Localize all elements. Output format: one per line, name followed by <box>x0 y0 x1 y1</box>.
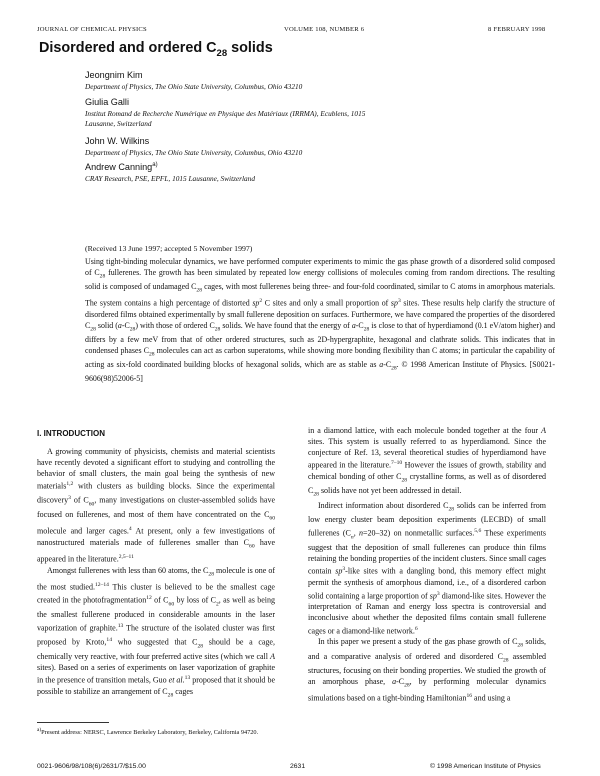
issue-date: 8 FEBRUARY 1998 <box>488 26 546 33</box>
author-name: Giulia Galli <box>85 97 129 107</box>
footer-copyright: © 1998 American Institute of Physics <box>430 763 541 770</box>
body-column-right: in a diamond lattice, with each molecule bonded together at the four A sites. This system is usually referred to as hyperdiamond. Since the conjecture of Ref. 13, several theoretical studies of hyperdiamond have appeared in the literature.$^{7-10}$ However the issues of growth, stability and chemical bonding of other $C_{28}$ crystalline forms, as well as of disordered $C_{28}$ solids have not yet been addressed in detail. Indirect information about disordered $C_{28}$ solids can be inferred from low energy cluster beam deposition experiments (LECBD) of small fullerenes ($C_n$, n=20–32) on nonmetallic surfaces.$^{5,6}$ These experiments suggest that the deposition of small fullerenes can produce thin films retaining the bonding properties of the incident clusters. Since small cages contain $sp^3$-like sites with a dangling bond, this memory effect might permit the synthesis of amorphous diamond, i.e., of a disordered carbon solid containing a large proportion of $sp^3$ diamond-like sites. However the interpretation of Raman and energy loss spectra is controversial and inconclusive about whether the deposited films contain small fullerene cages or a diamond-like network.$^6$ In this paper we present a study of the gas phase growth of $C_{28}$ solids, and a comparative analysis of ordered and disordered $C_{28}$ assembled structures, focusing on their bonding properties. We studied the growth of an amorphous phase, $a-C_{28}$, by performing molecular dynamics simulations based on a tight-binding Hamiltonian$^{16}$ and using a <box>308 426 547 703</box>
footer-doi: 0021-9606/98/108(6)/2631/7/$15.00 <box>37 763 146 770</box>
author-name: John W. Wilkins <box>85 136 150 146</box>
body-column-left: A growing community of physicists, chemists and material scientists have recently devoted a significant effort to studying and controlling the behavior of small clusters, the main goal being the synthesis of new materials$^{1,2}$ with clusters as building blocks. Since the experimental discovery$^3$ of $C_{60}$, many investigations on cluster-assembled solids have focused on fullerenes, and most of them have concentrated on the $C_{60}$ molecule and larger cages.$^4$ At present, only a few investigations of nanostructured materials made of fullerenes smaller than $C_{60}$ have appeared in the literature.$^{2,5-11}$ Amongst fullerenes with less than 60 atoms, the $C_{28}$ molecule is one of the most studied.$^{12-14}$ This cluster is believed to be the smallest cage created in the photofragmentation$^{12}$ of $C_{60}$ by loss of $C_2$, as well as being the smallest fullerene produced in considerable amounts in the laser vaporization of graphite.$^{13}$ The structure of the isolated cluster was first proposed by Kroto,$^{14}$ who suggested that $C_{28}$ should be a cage, chemically very reactive, with four preferred active sites (which we call A sites). Based on a series of experiments on laser vaporization of graphite in the presence of transition metals, Guo et al.$^{13}$ proposed that it should be possible to stabilize an arrangement of $C_{28}$ cages <box>37 447 276 699</box>
footnote: $^{a)}$Present address: NERSC, Lawrence Berkeley Laboratory, Berkeley, California 94720. <box>37 727 259 737</box>
author-affiliation: CRAY Research, PSE, EPFL, 1015 Lausanne, Switzerland <box>85 174 255 183</box>
paper-title: Disordered and ordered $C_{28}$ solids <box>39 40 273 59</box>
volume-number: VOLUME 108, NUMBER 6 <box>284 26 365 33</box>
received-dates: (Received 13 June 1997; accepted 5 November 1997) <box>85 244 253 253</box>
page-number: 2631 <box>290 763 306 770</box>
author-affiliation: Institut Romand de Recherche Numérique en Physique des Matériaux (IRRMA), Ecublens, 1015 Lausanne, Switzerland <box>85 109 366 128</box>
footnote-rule <box>37 722 109 723</box>
author-name: Andrew Canning$^{a)}$ <box>85 162 158 173</box>
author-affiliation: Department of Physics, The Ohio State University, Columbus, Ohio 43210 <box>85 82 303 91</box>
author-name: Jeongnim Kim <box>85 70 143 80</box>
journal-name: JOURNAL OF CHEMICAL PHYSICS <box>37 26 147 33</box>
section-heading: I. INTRODUCTION <box>37 429 105 438</box>
author-affiliation: Department of Physics, The Ohio State University, Columbus, Ohio 43210 <box>85 148 303 157</box>
abstract: Using tight-binding molecular dynamics, we have performed computer experiments to mimic the gas phase growth of a disordered solid composed of $C_{28}$ fullerenes. The growth has been simulated by repeated low energy collisions of molecules coming from random directions. The resulting solid is composed of undamaged $C_{28}$ cages, with most fullerenes being three- and four-fold coordinated, similar to C atoms in amorphous materials. The system contains a high percentage of distorted $sp^2$ C sites and only a small proportion of $sp^3$ sites. These results help clarify the structure of disordered films obtained experimentally by small fullerene deposition on surfaces. Furthermore, we have compared the properties of the disordered $C_{28}$ solid $(a-C_{28})$ with those of ordered $C_{28}$ solids. We have found that the energy of $a-C_{28}$ is close to that of hyperdiamond (0.1 eV/atom higher) and differs by a few meV from that of other ordered structures, such as 2D-hypergraphite, hexagonal and clathrate solids. This indicates that in condensed phases $C_{28}$ molecules can act as carbon superatoms, while showing more bonding flexibility than C atoms; in particular the capability of acting as six-fold coordinated building blocks of hexagonal solids, which are as stable as $a-C_{28}$. © 1998 American Institute of Physics. [S0021-9606(98)52006-5] <box>85 257 556 384</box>
